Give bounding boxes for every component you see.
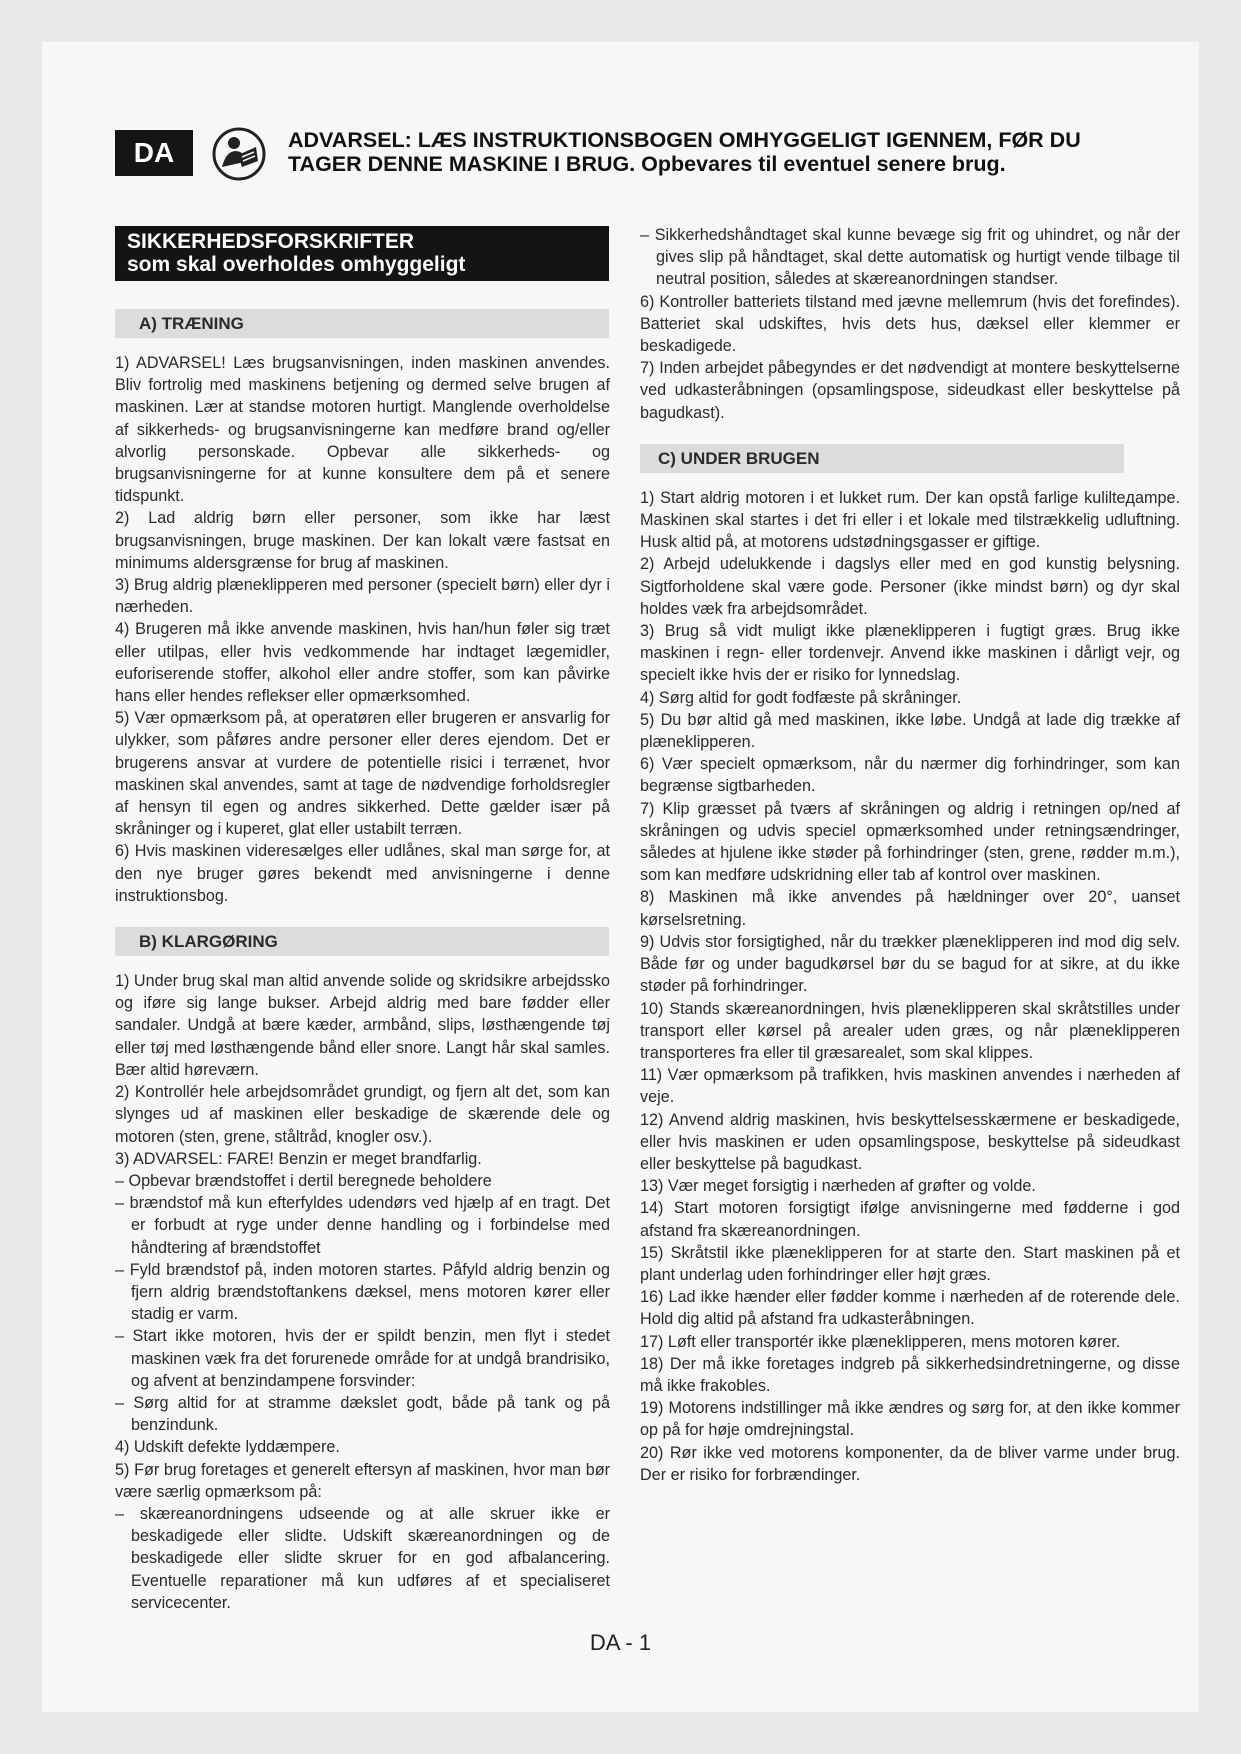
list-item: 8) Maskinen må ikke anvendes på hældninger over 20°, uanset kørselsretning. <box>640 888 1180 929</box>
list-item: 18) Der må ikke foretages indgreb på sikkerhedsindretningerne, og disse må ikke frakobles. <box>640 1354 1180 1395</box>
right-column <box>640 224 1180 1486</box>
list-item: 2) Kontrollér hele arbejdsområdet grundigt, og fjern alt det, som kan slynges ud af maskinen eller beskadige de skærende dele og motoren (sten, grene, ståltråd, knogler osv.). <box>115 1083 610 1146</box>
list-item: – skæreanordningens udseende og at alle skruer ikke er beskadigede eller slidte. Udskift skæreanordningen og de beskadigede eller slidte skruer for en god afbalancering. Eventuelle reparationer må kun udføres af et specialiseret servicecenter. <box>115 1504 610 1612</box>
list-item: 5) Du bør altid gå med maskinen, ikke løbe. Undgå at lade dig trække af plæneklipperen. <box>640 710 1180 752</box>
list-item: 7) Klip græsset på tværs af skråningen og aldrig i retningen op/ned af skråningen og udvis speciel opmærksomhed under retningsændringer, således at hjulene ikke støder på forhindringer (sten, grene, rødder m.m.), som kan medføre udskridning eller tab af kontrol over maskinen. <box>640 799 1180 885</box>
left-column <box>115 226 610 1614</box>
list-item: 4) Sørg altid for godt fodfæste på skråninger. <box>640 688 962 707</box>
list-item: 4) Brugeren må ikke anvende maskinen, hvis han/hun føler sig træt eller utilpas, eller hvis vedkommende har indtaget lægemidler, euforiserende stoffer, alkohol eller andre stoffer, som kan påvirke hans eller hendes reflekser eller opmærksomhed. <box>115 620 610 706</box>
list-item: 20) Rør ikke ved motorens komponenter, da de bliver varme under brug. Der er risiko for forbrændinger. <box>640 1443 1180 1484</box>
section-b-heading: B) KLARGØRING <box>115 927 609 956</box>
list-item: 16) Lad ikke hænder eller fødder komme i nærheden af de roterende dele. Hold dig altid på afstand fra udkasteråbningen. <box>640 1288 1180 1329</box>
list-item: 3) Brug så vidt muligt ikke plæneklipperen i fugtigt græs. Brug ikke maskinen i regn- eller tordenvejr. Anvend ikke maskinen i dårligt vejr, og specielt ikke hvis der er risiko for lynnedslag. <box>640 622 1180 685</box>
list-item: 3) Brug aldrig plæneklipperen med personer (specielt børn) eller dyr i nærheden. <box>115 576 610 617</box>
list-item: 5) Før brug foretages et generelt eftersyn af maskinen, hvor man bør være særlig opmærksom på: <box>115 1460 610 1501</box>
list-item: 7) Inden arbejdet påbegyndes er det nødvendigt at montere beskyttelserne ved udkasteråbningen (opsamlingspose, sideudkast eller beskyttelse på bagudkast). <box>640 359 1180 422</box>
list-item: 6) Kontroller batteriets tilstand med jævne mellemrum (hvis det forefindes). Batteriet skal udskiftes, hvis dets hus, dæksel eller klemmer er beskadigede. <box>640 292 1180 356</box>
list-item: 6) Hvis maskinen videresælges eller udlånes, skal man sørge for, at den nye bruger gøres bekendt med anvisningerne i denne instruktionsbog. <box>115 842 610 905</box>
list-item: – Opbevar brændstoffet i dertil beregnede beholdere <box>115 1171 492 1190</box>
list-item: 1) Start aldrig motoren i et lukket rum. Der kan opstå farlige kulilteдampe. Maskinen skal startes i det fri eller i et lokale med tilstrækkelig udluftning. Husk altid på, at motorens udstødningsgasser er giftige. <box>640 488 1180 552</box>
list-item: 19) Motorens indstillinger må ikke ændres og sørg for, at den ikke kommer op på for høje omdrejningstal. <box>640 1399 1180 1440</box>
language-badge: DA <box>115 130 193 176</box>
list-item: 12) Anvend aldrig maskinen, hvis beskyttelsesskærmene er beskadigede, eller hvis maskinen er uden opsamlingspose, beskyttelse på sideudkast eller beskyttelse på bagudkast. <box>640 1110 1180 1173</box>
list-item: – Sørg altid for at stramme dækslet godt, både på tank og på benzindunk. <box>115 1393 610 1435</box>
list-item: 1) ADVARSEL! Læs brugsanvisningen, inden maskinen anvendes. Bliv fortrolig med maskinens betjening og dermed selve brugen af maskinen. Lær at standse motoren hurtigt. Manglende overholdelse af sikkerheds- og brugsanvisningerne kan medføre brand og/eller alvorlig personskade. Opbevar alle sikkerheds- og brugsanvisningerne for at kunne konsultere dem på et senere tidspunkt. <box>115 354 610 506</box>
reading-manual-icon <box>212 127 266 181</box>
list-item: – Fyld brændstof på, inden motoren startes. Påfyld aldrig benzin og fjern aldrig brændstoftankens dæksel, mens motoren kører eller stadig er varm. <box>115 1260 610 1324</box>
safety-title: SIKKERHEDSFORSKRIFTER <box>127 230 415 253</box>
safety-title-box <box>115 226 609 281</box>
list-item: – brændstof må kun efterfyldes udendørs ved hjælp af en tragt. Det er forbudt at ryge under denne handling og i forbindelse med håndtering af brændstoffet <box>115 1194 610 1257</box>
section-c-heading: C) UNDER BRUGEN <box>640 444 1124 473</box>
list-item: 9) Udvis stor forsigtighed, når du trækker plæneklipperen ind mod dig selv. Både før og under bagudkørsel bør du se bagud for at sikre, at du ikke støder på forhindringer. <box>640 932 1180 996</box>
list-item: 2) Lad aldrig børn eller personer, som ikke har læst brugsanvisningen, bruge maskinen. Der kan lokalt være fastsat en minimums aldersgrænse for brug af maskinen. <box>115 509 610 572</box>
list-item: 4) Udskift defekte lyddæmpere. <box>115 1438 340 1457</box>
warning-line-2: TAGER DENNE MASKINE I BRUG. Opbevares til eventuel senere brug. <box>288 152 1006 176</box>
list-item: 13) Vær meget forsigtig i nærheden af grøfter og volde. <box>640 1177 1036 1196</box>
page-number: DA - 1 <box>589 1630 652 1655</box>
warning-line-1: ADVARSEL: LÆS INSTRUKTIONSBOGEN OMHYGGELIGT IGENNEM, FØR DU <box>288 128 1081 152</box>
list-item: 10) Stands skæreanordningen, hvis plæneklipperen skal skråtstilles under transport eller kørsel på arealer uden græs, og når plæneklipperen transporteres fra eller til græsarealet, som skal klippes. <box>640 999 1180 1062</box>
list-item: 2) Arbejd udelukkende i dagslys eller med en god kunstig belysning. Sigtforholdene skal være gode. Personer (ikke mindst børn) og dyr skal holdes væk fra arbejdsområdet. <box>640 555 1180 618</box>
section-a-heading: A) TRÆNING <box>115 309 609 338</box>
list-item: 5) Vær opmærksom på, at operatøren eller brugeren er ansvarlig for ulykker, som påføres andre personer eller deres ejendom. Det er brugerens ansvar at vurdere de potentielle risici i terrænet, hvor maskinen skal anvendes, samt at tage de nødvendige forholdsregler af hensyn til egen og andres sikkerhed. Dette gælder især på skråninger og i kuperet, glat eller ustabilt terræn. <box>115 709 610 839</box>
list-item: 1) Under brug skal man altid anvende solide og skridsikre arbejdssko og iføre sig lange bukser. Arbejd aldrig med bare fødder eller sandaler. Undgå at bære kæder, armbånd, slips, løsthængende tøj eller tøj med løsthængende bånd eller snore. Langt hår skal samles. Bær altid høreværn. <box>115 972 610 1079</box>
list-item: 17) Løft eller transportér ikke plæneklipperen, mens motoren kører. <box>640 1332 1121 1351</box>
list-item: – Sikkerhedshåndtaget skal kunne bevæge sig frit og uhindret, og når der gives slip på håndtaget, skal dette automatisk og hurtigt vende tilbage til neutral position, således at skæreanordningen standser. <box>640 226 1180 289</box>
list-item: 14) Start motoren forsigtigt ifølge anvisningerne med fødderne i god afstand fra skæreanordningen. <box>640 1199 1180 1240</box>
safety-subtitle: som skal overholdes omhyggeligt <box>127 253 466 276</box>
list-item: 15) Skråtstil ikke plæneklipperen for at starte den. Start maskinen på et plant underlag uden forhindringer eller højt græs. <box>640 1243 1180 1284</box>
warning-header <box>288 128 1188 176</box>
list-item: 6) Vær specielt opmærksom, når du nærmer dig forhindringer, som kan begrænse sigtbarheden. <box>640 755 1180 796</box>
list-item: 3) ADVARSEL: FARE! Benzin er meget brandfarlig. <box>115 1149 482 1168</box>
list-item: – Start ikke motoren, hvis der er spildt benzin, men flyt i stedet maskinen væk fra det forurenede område for at undgå brandrisiko, og afvent at benzindampene forsvinder: <box>115 1327 610 1390</box>
list-item: 11) Vær opmærksom på trafikken, hvis maskinen anvendes i nærheden af veje. <box>640 1066 1180 1107</box>
